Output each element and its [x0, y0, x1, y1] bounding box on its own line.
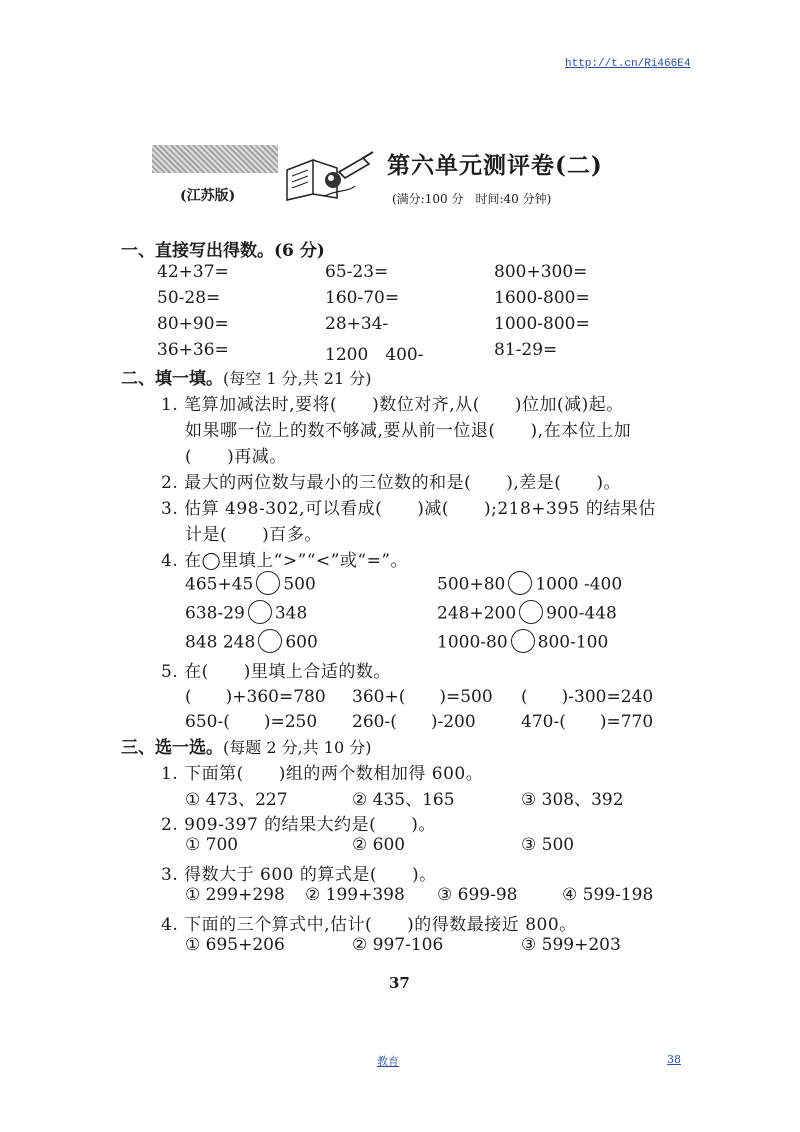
- cmp-expr: 465+45: [185, 574, 254, 595]
- s3-q3-opt1[interactable]: ① 299+298: [185, 885, 285, 905]
- section-2-heading: [121, 364, 371, 389]
- cmp-expr: 1000-80: [437, 632, 508, 653]
- s3-q2: 2. 909-397 的结果大约是( )。: [161, 815, 436, 835]
- stamp-image: [152, 145, 278, 173]
- compare-circle-input[interactable]: [248, 600, 272, 624]
- s3-q2-opt2[interactable]: ② 600: [352, 835, 406, 855]
- s3-q1-opt2[interactable]: ② 435、165: [352, 790, 455, 810]
- section-3-note: (每题 2 分,共 10 分): [223, 738, 372, 757]
- cmp-expr: 348: [274, 603, 308, 624]
- exam-meta: (满分:100 分 时间:40 分钟): [392, 192, 552, 206]
- cmp-row-1-right: [437, 573, 622, 597]
- compare-circle-input[interactable]: [519, 600, 543, 624]
- s1-r3-c2: 28+34-: [325, 314, 389, 334]
- fill-r2-c3: 470-( )=770: [521, 712, 654, 732]
- s3-q4-opt3[interactable]: ③ 599+203: [521, 935, 621, 955]
- s1-r1-c1: 42+37=: [157, 262, 229, 282]
- s3-q1: 1. 下面第( )组的两个数相加得 600。: [161, 764, 484, 784]
- compare-circle-input[interactable]: [511, 629, 535, 653]
- cmp-row-2-left: [185, 602, 307, 626]
- cmp-expr: 500: [283, 574, 316, 595]
- s2-q3-line2: 计是( )百多。: [185, 525, 322, 545]
- s3-q3-opt4[interactable]: ④ 599-198: [562, 885, 654, 905]
- s1-r2-c3: 1600-800=: [494, 288, 590, 308]
- s3-q1-opt1[interactable]: ① 473、227: [185, 790, 288, 810]
- cmp-row-1-left: [185, 573, 316, 597]
- page-title: 第六单元测评卷(二): [387, 152, 603, 179]
- header-url-link[interactable]: http://t.cn/Ri466E4: [565, 58, 691, 70]
- book-icon: [283, 142, 383, 206]
- s1-r3-c3: 1000-800=: [494, 314, 590, 334]
- s2-q1-line2: 如果哪一位上的数不够减,要从前一位退( ),在本位上加: [185, 421, 632, 441]
- compare-circle-input[interactable]: [258, 629, 282, 653]
- s1-r1-c2: 65-23=: [325, 262, 389, 282]
- s3-q3: 3. 得数大于 600 的算式是( )。: [161, 865, 437, 885]
- section-3-title: 三、选一选。: [121, 738, 223, 758]
- footer-page-link[interactable]: 38: [667, 1053, 681, 1066]
- s3-q2-opt1[interactable]: ① 700: [185, 835, 239, 855]
- s2-q1-line3: ( )再减。: [185, 447, 287, 467]
- cmp-expr: 1000 -400: [535, 574, 623, 595]
- cmp-expr: 248+200: [437, 603, 517, 624]
- s3-q3-opt3[interactable]: ③ 699-98: [437, 885, 518, 905]
- cmp-expr: 600: [285, 632, 318, 653]
- fill-r1-c3: ( )-300=240: [521, 687, 654, 707]
- cmp-row-3-left: [185, 631, 318, 655]
- s1-r1-c3: 800+300=: [494, 262, 588, 282]
- s3-q4-opt1[interactable]: ① 695+206: [185, 935, 285, 955]
- fill-r1-c1: ( )+360=780: [185, 687, 326, 707]
- s3-q4: 4. 下面的三个算式中,估计( )的得数最接近 800。: [161, 915, 577, 935]
- section-2-title: 二、填一填。: [121, 369, 223, 389]
- s3-q2-opt3[interactable]: ③ 500: [521, 835, 575, 855]
- fill-r2-c1: 650-( )=250: [185, 712, 318, 732]
- cmp-expr: 848 248: [185, 632, 256, 653]
- s3-q4-opt2[interactable]: ② 997-106: [352, 935, 444, 955]
- section-2-note: (每空 1 分,共 21 分): [223, 369, 372, 388]
- section-1-heading: 一、直接写出得数。(6 分): [121, 241, 325, 261]
- cmp-expr: 638-29: [185, 603, 245, 624]
- s1-r4-c3: 81-29=: [494, 340, 558, 360]
- cmp-expr: 500+80: [437, 574, 506, 595]
- section-3-heading: [121, 733, 371, 758]
- cmp-expr: 900-448: [546, 603, 617, 624]
- s3-q3-opt2[interactable]: ② 199+398: [305, 885, 405, 905]
- fill-r2-c2: 260-( )-200: [352, 712, 476, 732]
- compare-circle-input[interactable]: [256, 571, 280, 595]
- s1-r2-c2: 160-70=: [325, 288, 400, 308]
- s1-r2-c1: 50-28=: [157, 288, 221, 308]
- cmp-expr: 800-100: [537, 632, 609, 653]
- s2-q1-line1: 1. 笔算加减法时,要将( )数位对齐,从( )位加(减)起。: [161, 395, 624, 415]
- cmp-row-3-right: [437, 631, 608, 655]
- s1-r3-c1: 80+90=: [157, 314, 229, 334]
- fill-r1-c2: 360+( )=500: [352, 687, 493, 707]
- s2-q5: 5. 在( )里填上合适的数。: [161, 662, 391, 682]
- s3-q1-opt3[interactable]: ③ 308、392: [521, 790, 624, 810]
- s2-q4: 4. 在◯里填上“>”“<”或“=”。: [161, 551, 409, 571]
- s1-r4-c2: 1200 400-: [325, 345, 424, 365]
- page-number: 37: [389, 974, 410, 992]
- edition-label: (江苏版): [180, 188, 236, 204]
- s2-q2: 2. 最大的两位数与最小的三位数的和是( ),差是( )。: [161, 473, 622, 493]
- footer-link[interactable]: 教育: [377, 1055, 399, 1068]
- compare-circle-input[interactable]: [508, 571, 532, 595]
- s1-r4-c1: 36+36=: [157, 340, 229, 360]
- cmp-row-2-right: [437, 602, 617, 626]
- s2-q3-line1: 3. 估算 498-302,可以看成( )减( );218+395 的结果估: [161, 499, 656, 519]
